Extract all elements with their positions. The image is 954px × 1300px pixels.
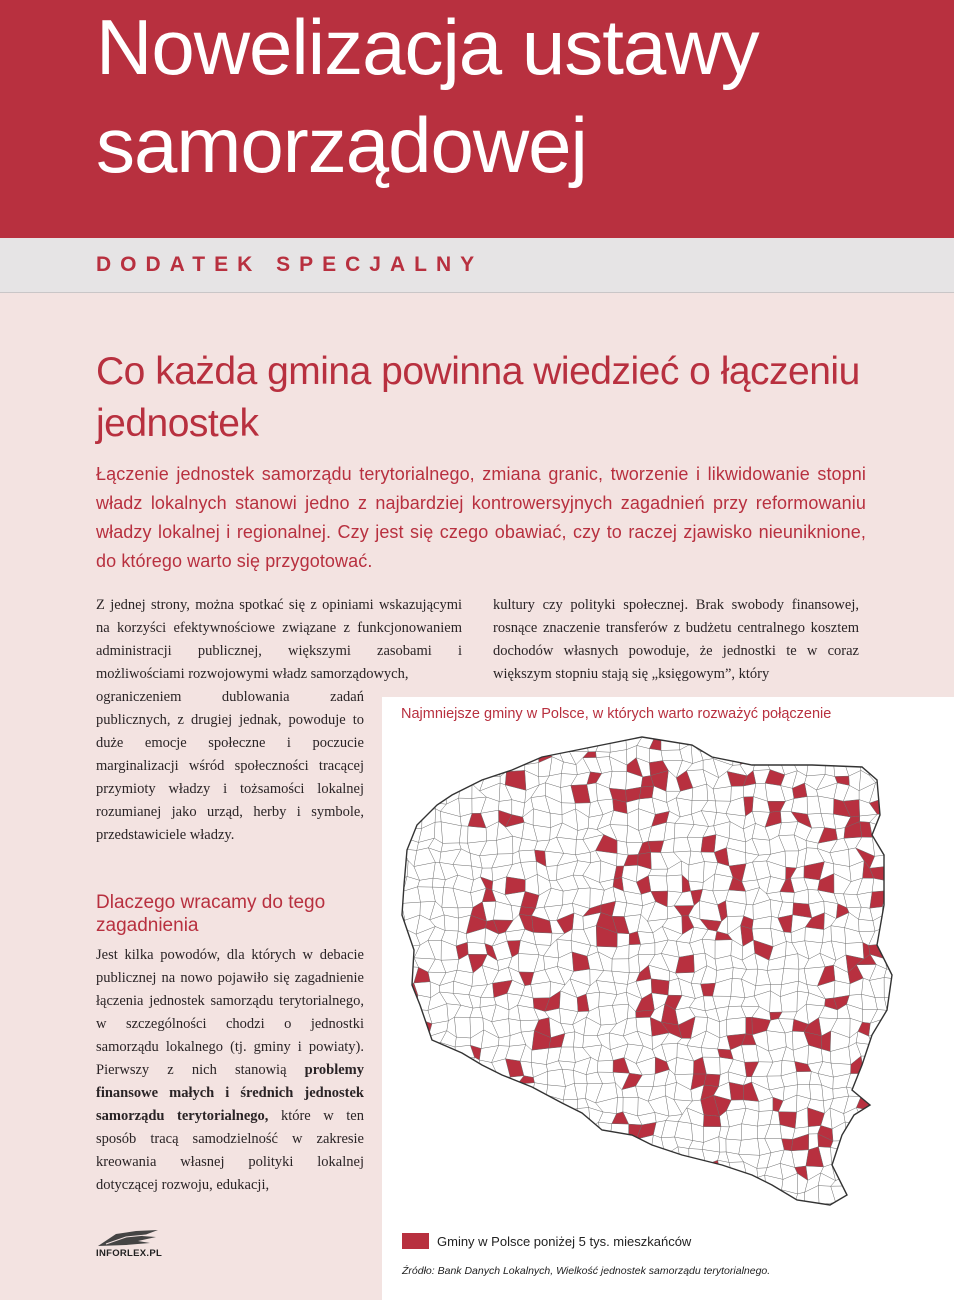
small-gmina-area: [392, 1161, 409, 1175]
section-text-bold: problemy finansowe małych i średnich jednostek samorządu terytorialnego,: [96, 1062, 364, 1124]
small-gmina-area: [455, 761, 468, 777]
small-gmina-area: [584, 1189, 596, 1206]
small-gmina-area: [558, 736, 578, 752]
small-gmina-area: [859, 1148, 878, 1166]
special-supplement-band: [0, 238, 954, 293]
small-gmina-area: [461, 1108, 472, 1125]
gmina-border-line: [934, 735, 942, 1215]
small-gmina-area: [402, 1087, 420, 1102]
section-paragraph: [96, 944, 364, 1197]
small-gmina-area: [859, 1163, 878, 1178]
body-paragraph-intro-continued: ograniczeniem dublowania zadań publicznych, z drugiej jednak, powoduje to duże emocje społeczne i poczucie marginalizacji wśród społeczności tracącej przymioty władzy i tożsamości lokalnej rozumianej jako urząd, herby i symbole, przedstawiciele władzy.: [96, 689, 364, 843]
map-title: Najmniejsze gminy w Polsce, w których warto rozważyć połączenie: [401, 706, 832, 722]
gminy-layer: [392, 735, 942, 1215]
winged-logo-icon: [96, 1228, 166, 1250]
gmina-border-line: [921, 738, 930, 1215]
small-gmina-area: [575, 1160, 587, 1173]
poland-gminy-map: [392, 735, 942, 1215]
map-figure: [382, 697, 954, 1300]
small-gmina-area: [533, 1207, 552, 1215]
gmina-border-line: [401, 735, 410, 1215]
section-text-a: Jest kilka powodów, dla których w debacie publicznej na nowo pojawiło się zagadnienie łączenia jednostek samorządu terytorialnego, w szczególności chodzi o jednostki samorządu lokalnego (tj. gminy i powiaty). Pierwszy z nich stanowią: [96, 947, 364, 1078]
small-gmina-area: [392, 891, 403, 903]
small-gmina-area: [392, 1073, 407, 1090]
small-gmina-area: [473, 1191, 485, 1205]
small-gmina-area: [403, 1070, 418, 1090]
section-text-b: które w ten sposób tracą samodzielność w zakresie kreowania własnej polityki lokalnej dotyczącej rozwoju, edukacji,: [96, 1108, 364, 1193]
small-gmina-area: [885, 836, 903, 855]
small-gmina-area: [639, 786, 654, 799]
small-gmina-area: [651, 979, 669, 995]
small-gmina-area: [704, 1074, 720, 1087]
band-label: DODATEK SPECJALNY: [96, 253, 484, 276]
gmina-border-line: [908, 738, 917, 1215]
small-gmina-area: [571, 1124, 590, 1142]
small-gmina-area: [596, 1189, 617, 1206]
gmina-border-line: [393, 1212, 942, 1215]
small-gmina-area: [746, 1017, 753, 1034]
small-gmina-area: [846, 1150, 864, 1163]
small-gmina-area: [882, 1020, 900, 1033]
logo-text: INFORLEX.PL: [96, 1248, 163, 1259]
gmina-border-line: [392, 1186, 942, 1195]
inforlex-logo: [96, 1228, 166, 1262]
small-gmina-area: [403, 994, 418, 1010]
small-gmina-area: [882, 939, 900, 960]
small-gmina-area: [492, 1173, 511, 1191]
gmina-border-line: [392, 735, 942, 739]
section-heading: Dlaczego wracamy do tego zagadnienia: [96, 892, 326, 936]
small-gmina-area: [479, 1076, 499, 1085]
publication-title: Nowelizacja ustawy samorządowej: [96, 3, 759, 189]
small-gmina-area: [832, 1202, 848, 1215]
small-gmina-area: [911, 824, 923, 843]
small-gmina-area: [938, 878, 942, 890]
gmina-border-line: [395, 1199, 943, 1208]
body-paragraph-intro: Z jednej strony, można spotkać się z opiniami wskazującymi na korzyści efektywnościowe związane z funkcjonowaniem administracji publicznej, większymi zasobami i możliwościami rozwojowymi władz samorządowych,: [96, 597, 462, 682]
body-paragraph-col2: kultury czy polityki społecznej. Brak swobody finansowej, rosnące znaczenie transferów z budżetu centralnego kosztem dochodów własnych powoduje, że jednostki te w coraz większym stopniu stają się „księgowym”, który: [493, 597, 859, 682]
small-gmina-area: [682, 1192, 691, 1202]
gmina-border-line: [895, 735, 903, 1215]
small-gmina-area: [848, 1186, 862, 1202]
small-gmina-area: [506, 1192, 524, 1207]
small-gmina-area: [480, 1164, 498, 1181]
small-gmina-area: [908, 784, 928, 801]
small-gmina-area: [888, 865, 898, 881]
gmina-border-line: [392, 1160, 942, 1169]
gmina-border-line: [392, 739, 396, 1215]
small-gmina-area: [703, 1115, 721, 1127]
small-gmina-area: [938, 927, 943, 946]
small-gmina-area: [486, 1109, 495, 1127]
small-gmina-area: [921, 824, 940, 843]
map-source: Źródło: Bank Danych Lokalnych, Wielkość jednostek samorządu terytorialnego.: [402, 1265, 771, 1277]
small-gmina-area: [934, 836, 942, 853]
small-gmina-area: [767, 1190, 782, 1205]
header-banner: [0, 0, 954, 238]
legend-label: Gminy w Polsce poniżej 5 tys. mieszkańców: [437, 1234, 692, 1249]
small-gmina-area: [898, 887, 913, 905]
small-gmina-area: [417, 1173, 429, 1194]
small-gmina-area: [482, 1097, 495, 1109]
gmina-border-line: [392, 1173, 942, 1182]
article-lead: Łączenie jednostek samorządu terytorialnego, zmiana granic, tworzenie i likwidowanie stopni władz lokalnych stanowi jedno z najbardziej kontrowersyjnych zagadnień przy reformowaniu władzy lokalnej i regionalnej. Czy jest się czego obawiać, czy to raczej zjawisko nieuniknione, do którego warto się przygotować.: [96, 464, 866, 571]
legend-swatch: [402, 1233, 429, 1249]
article-title: Co każda gmina powinna wiedzieć o łączeniu jednostek: [96, 350, 860, 445]
small-gmina-area: [923, 940, 940, 955]
